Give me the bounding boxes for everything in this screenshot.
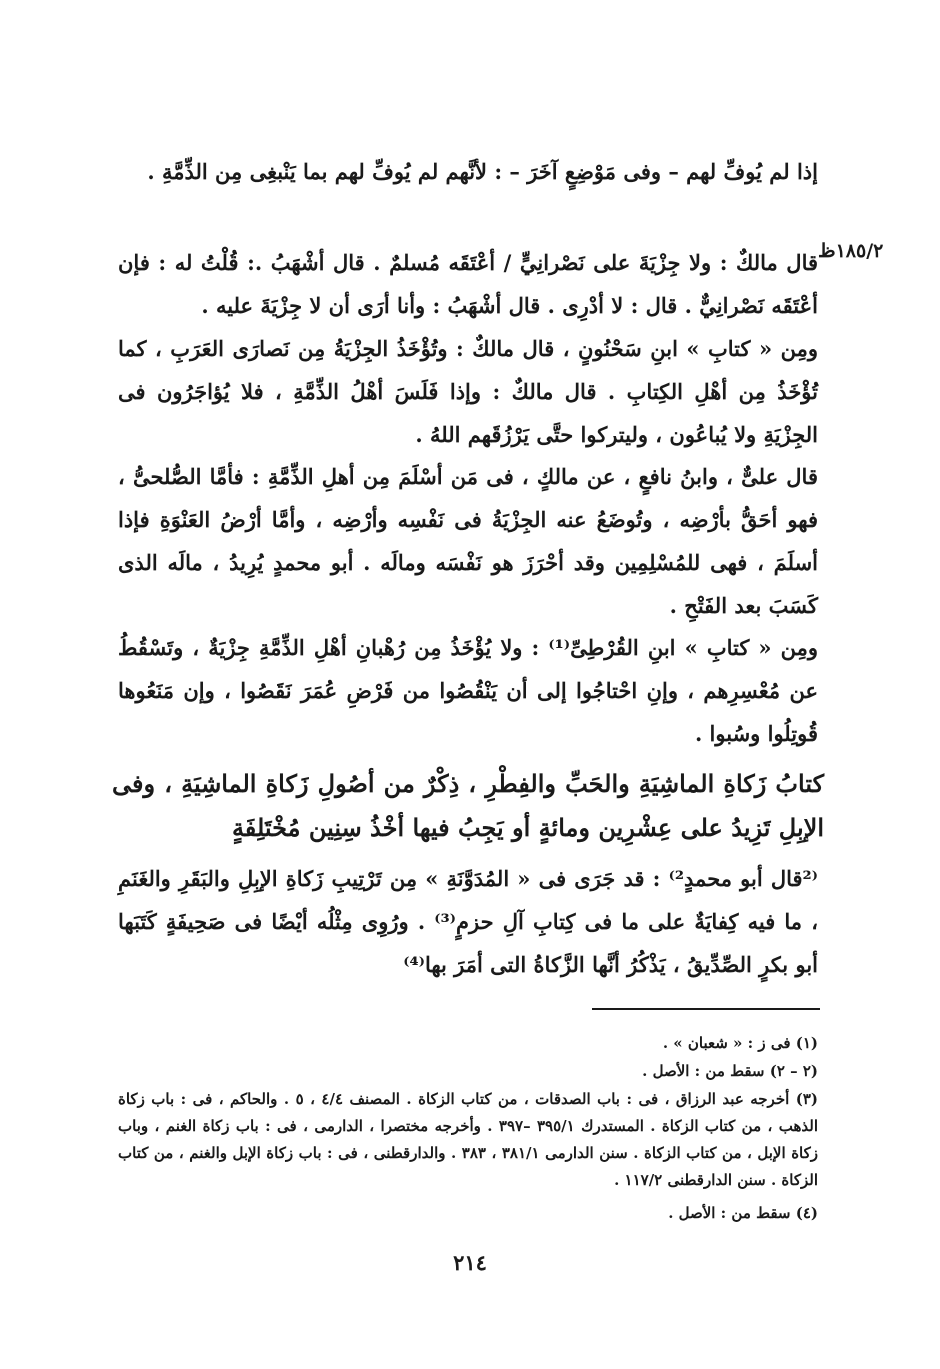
paragraph-1: إذا لم يُوفِّ لهم – وفى مَوْضِعٍ آخَرَ – : لأنَّهم لم يُوفِّ لهم بما يَنْبغِى مِن الذِّمَّةِ . <box>147 159 818 184</box>
footnote-2: (٢ – ٢) سقط من : الأصل . <box>642 1062 818 1080</box>
folio-marginal-note: ١٨٥/٢ظ <box>818 240 884 262</box>
chapter-heading: كتابُ زَكاةِ الماشِيَةِ والحَبِّ والفِطْرِ ، ذِكْرٌ من أصُولِ زَكاةِ الماشِيَةِ ، وفى الإبِلِ تَزِيدُ على عِشْرِين ومائةٍ أو يَجِبُ فيها أخْذُ سِنِين مُخْتَلِفَةٍ <box>112 769 824 842</box>
footnote-1: (١) فى ز : « شعبان » . <box>662 1034 818 1052</box>
page-number: ٢١٤ <box>453 1250 487 1275</box>
footnote-3: (٣) أخرجه عبد الرزاق ، فى : باب الصدقات ، من كتاب الزكاة . المصنف ٤/٤ ، ٥ . والحاكم ، فى : باب زكاة الذهب ، من كتاب الزكاة . المستدرك ٣٩٥/١ –٣٩٧ . وأخرجه مختصرا ، الدارمى ، فى : باب زكاة الغنم ، وباب زكاة الإبل ، من كتاب الزكاة . سنن الدارمى ٣٨١/١ ، ٣٨٣ . والدارقطنى ، فى : باب زكاة الإبل والغنم ، من كتاب الزكاة . سنن الدارقطنى ١١٧/٢ . <box>118 1090 819 1189</box>
paragraph-5: ومِن « كتابِ » ابنِ القُرْطِىِّ⁽¹⁾ : ولا يُؤْخَذُ مِن رُهْبانِ أهْلِ الذِّمَّةِ جِزْيَةٌ ، وتَسْقُطُ عن مُعْسِرِهم ، وإنِ احْتاجُوا إلى أن يَنْقُصُوا من فَرْضِ عُمَرَ نَقَصُوا ، وإن مَنَعُوها قُوتِلُوا وسُبوا . <box>118 635 819 746</box>
paragraph-6: ⁽²قال أبو محمدٍ²⁾ : قد جَرَى فى « المُدَوَّنَةِ » مِن تَرْتِيبِ زَكاةِ الإبِلِ والبَقَرِ والغَنَمِ ، ما فيه كِفايَةٌ على ما فى كِتابِ آلِ حزمٍ⁽³⁾ . ورُوِى مِثْلُه أيْضًا فى صَحِيفَةٍ كَتَبَها أبو بكرٍ الصِّدِّيقُ ، يَذْكُرُ أنَّها الزَّكاةُ التى أمَرَ بها⁽⁴⁾ <box>118 866 818 977</box>
footnote-separator <box>592 1008 820 1010</box>
paragraph-4: قال علىٌّ ، وابنُ نافعٍ ، عن مالكٍ ، فى مَن أسْلَمَ مِن أهلِ الذِّمَّةِ : فأمَّا الصُّلحىُّ ، فهو أحَقُّ بأرْضِه ، وتُوضَعُ عنه الجِزْيَةُ فى نَفْسِه وأرْضِه ، وأمَّا أرْضُ العَنْوَةِ فإذا أسلَمَ ، فهى للمُسْلِمِين وقد أحْرَزَ هو نَفْسَه ومالَه . أبو محمدٍ يُرِيدُ ، مالَه الذى كَسَبَ بعد الفَتْحِ . <box>118 464 818 618</box>
paragraph-2: قال مالكٌ : ولا جِزْيَةَ على نَصْرانِيٍّ / أعْتَقَه مُسلمٌ . قال أشْهَبُ .: قُلْتُ له : فإن أعْتَقَه نَصْرانِيٌّ . قال : لا أدْرِى . قال أشْهَبُ : وأنا أرَى أن لا جِزْيَةَ عليه . <box>118 250 818 318</box>
footnote-4: (٤) سقط من : الأصل . <box>668 1204 818 1222</box>
paragraph-3: ومِن « كتابِ » ابنِ سَحْنُونٍ ، قال مالكٌ : وتُؤْخَذُ الجِزْيَةُ مِن نَصارَى العَرَبِ ، كما تُؤْخَذُ مِن أهْلِ الكِتابِ . قال مالكٌ : وإذا فَلَسَ أهْلُ الذِّمَّةِ ، فلا يُؤاجَرُون فى الجِزْيَةِ ولا يُباعُون ، وليتركوا حتَّى يَرْزُقَهم اللهُ . <box>118 336 818 447</box>
